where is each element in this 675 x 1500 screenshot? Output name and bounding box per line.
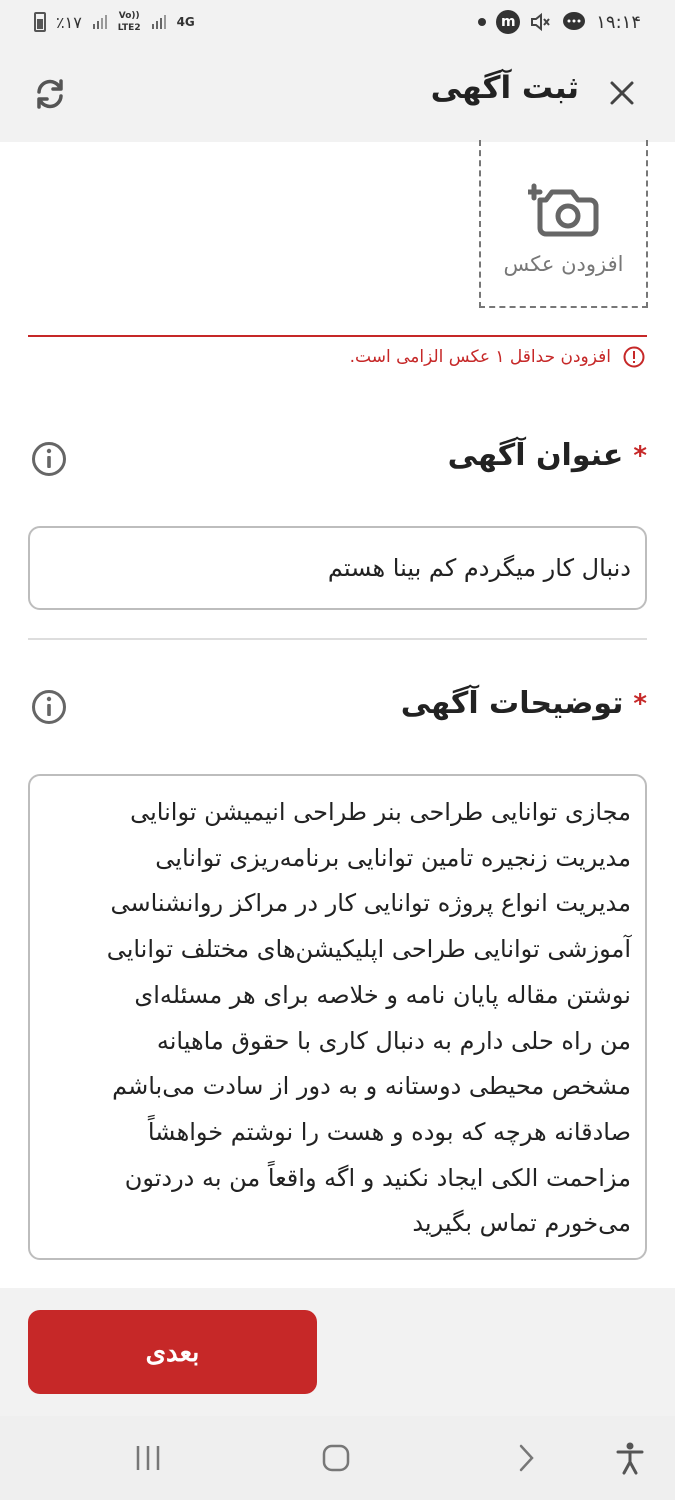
system-nav-bar <box>0 1416 675 1500</box>
recent-apps-icon <box>133 1444 163 1472</box>
description-label <box>401 686 647 721</box>
accessibility-button[interactable] <box>610 1438 650 1478</box>
chat-icon <box>562 11 586 33</box>
status-right <box>478 10 641 34</box>
page-title: ثبت آگهی <box>430 70 579 106</box>
description-line: آموزشی توانایی طراحی اپلیکیشن‌های مختلف توانایی <box>106 935 631 964</box>
divider <box>28 638 647 640</box>
accessibility-icon <box>615 1441 645 1475</box>
close-icon <box>609 80 635 106</box>
info-icon <box>30 440 68 478</box>
back-chevron-icon <box>516 1443 536 1473</box>
description-line: مدیریت انواع پروژه توانایی کار در مراکز روانشناسی <box>110 889 631 918</box>
title-label-text: عنوان آگهی <box>447 438 624 473</box>
description-line: مزاحمت الکی ایجاد نکنید و اگه واقعاً من به دردتون <box>124 1163 631 1192</box>
description-line: می‌خورم تماس بگیرید <box>412 1209 631 1238</box>
description-line: نوشتن مقاله پایان نامه و خلاصه برای هر مسئله‌ای <box>134 980 631 1009</box>
description-line: مجازی توانایی طراحی بنر طراحی انیمیشن توانایی <box>130 798 631 826</box>
battery-icon <box>34 12 46 32</box>
error-underline <box>28 335 647 337</box>
status-bar <box>0 0 675 44</box>
mute-icon <box>530 12 552 32</box>
required-mark: * <box>633 440 647 471</box>
description-line: صادقانه هرچه که بوده و هست را نوشتم خواهشاً <box>147 1117 631 1146</box>
title-input[interactable] <box>28 526 647 610</box>
home-button[interactable] <box>316 1438 356 1478</box>
recent-apps-button[interactable] <box>128 1438 168 1478</box>
refresh-icon <box>33 77 67 111</box>
add-photo-label: افزودن عکس <box>503 252 624 276</box>
app-bar <box>0 44 675 142</box>
clock: ۱۹:۱۴ <box>596 11 641 33</box>
add-photo-icon <box>528 176 600 238</box>
signal-icon <box>92 14 108 30</box>
next-button[interactable]: بعدی <box>28 1310 317 1394</box>
title-label <box>448 438 647 473</box>
required-mark: * <box>633 688 647 719</box>
messenger-icon: m <box>496 10 520 34</box>
footer <box>0 1288 675 1416</box>
home-icon <box>321 1443 351 1473</box>
description-line: من راه حلی دارم به دنبال کاری با حقوق ماهیانه <box>156 1026 631 1055</box>
refresh-button[interactable] <box>30 74 70 114</box>
error-icon <box>623 346 645 368</box>
add-photo-button[interactable] <box>479 140 648 308</box>
photo-error <box>350 346 645 368</box>
signal-icon-2 <box>151 14 167 30</box>
network-type: 4G <box>176 15 195 29</box>
info-icon <box>30 688 68 726</box>
dot-icon <box>478 18 486 26</box>
back-button[interactable] <box>506 1438 546 1478</box>
close-button[interactable] <box>603 74 641 112</box>
description-info-button[interactable] <box>30 688 68 726</box>
battery-level: ٪۱۷ <box>56 12 82 32</box>
description-line: مدیریت زنجیره تامین توانایی برنامه‌ریزی توانایی <box>155 843 631 872</box>
title-info-button[interactable] <box>30 440 68 478</box>
volte-indicator: Vo)) LTE2 <box>117 11 141 33</box>
status-left <box>34 10 195 34</box>
description-line: مشخص محیطی دوستانه و به دور از سادت می‌باشم <box>112 1072 631 1101</box>
description-textarea[interactable] <box>28 774 647 1260</box>
description-label-text: توضیحات آگهی <box>400 686 624 721</box>
photo-error-text: افزودن حداقل ۱ عکس الزامی است. <box>349 347 611 367</box>
